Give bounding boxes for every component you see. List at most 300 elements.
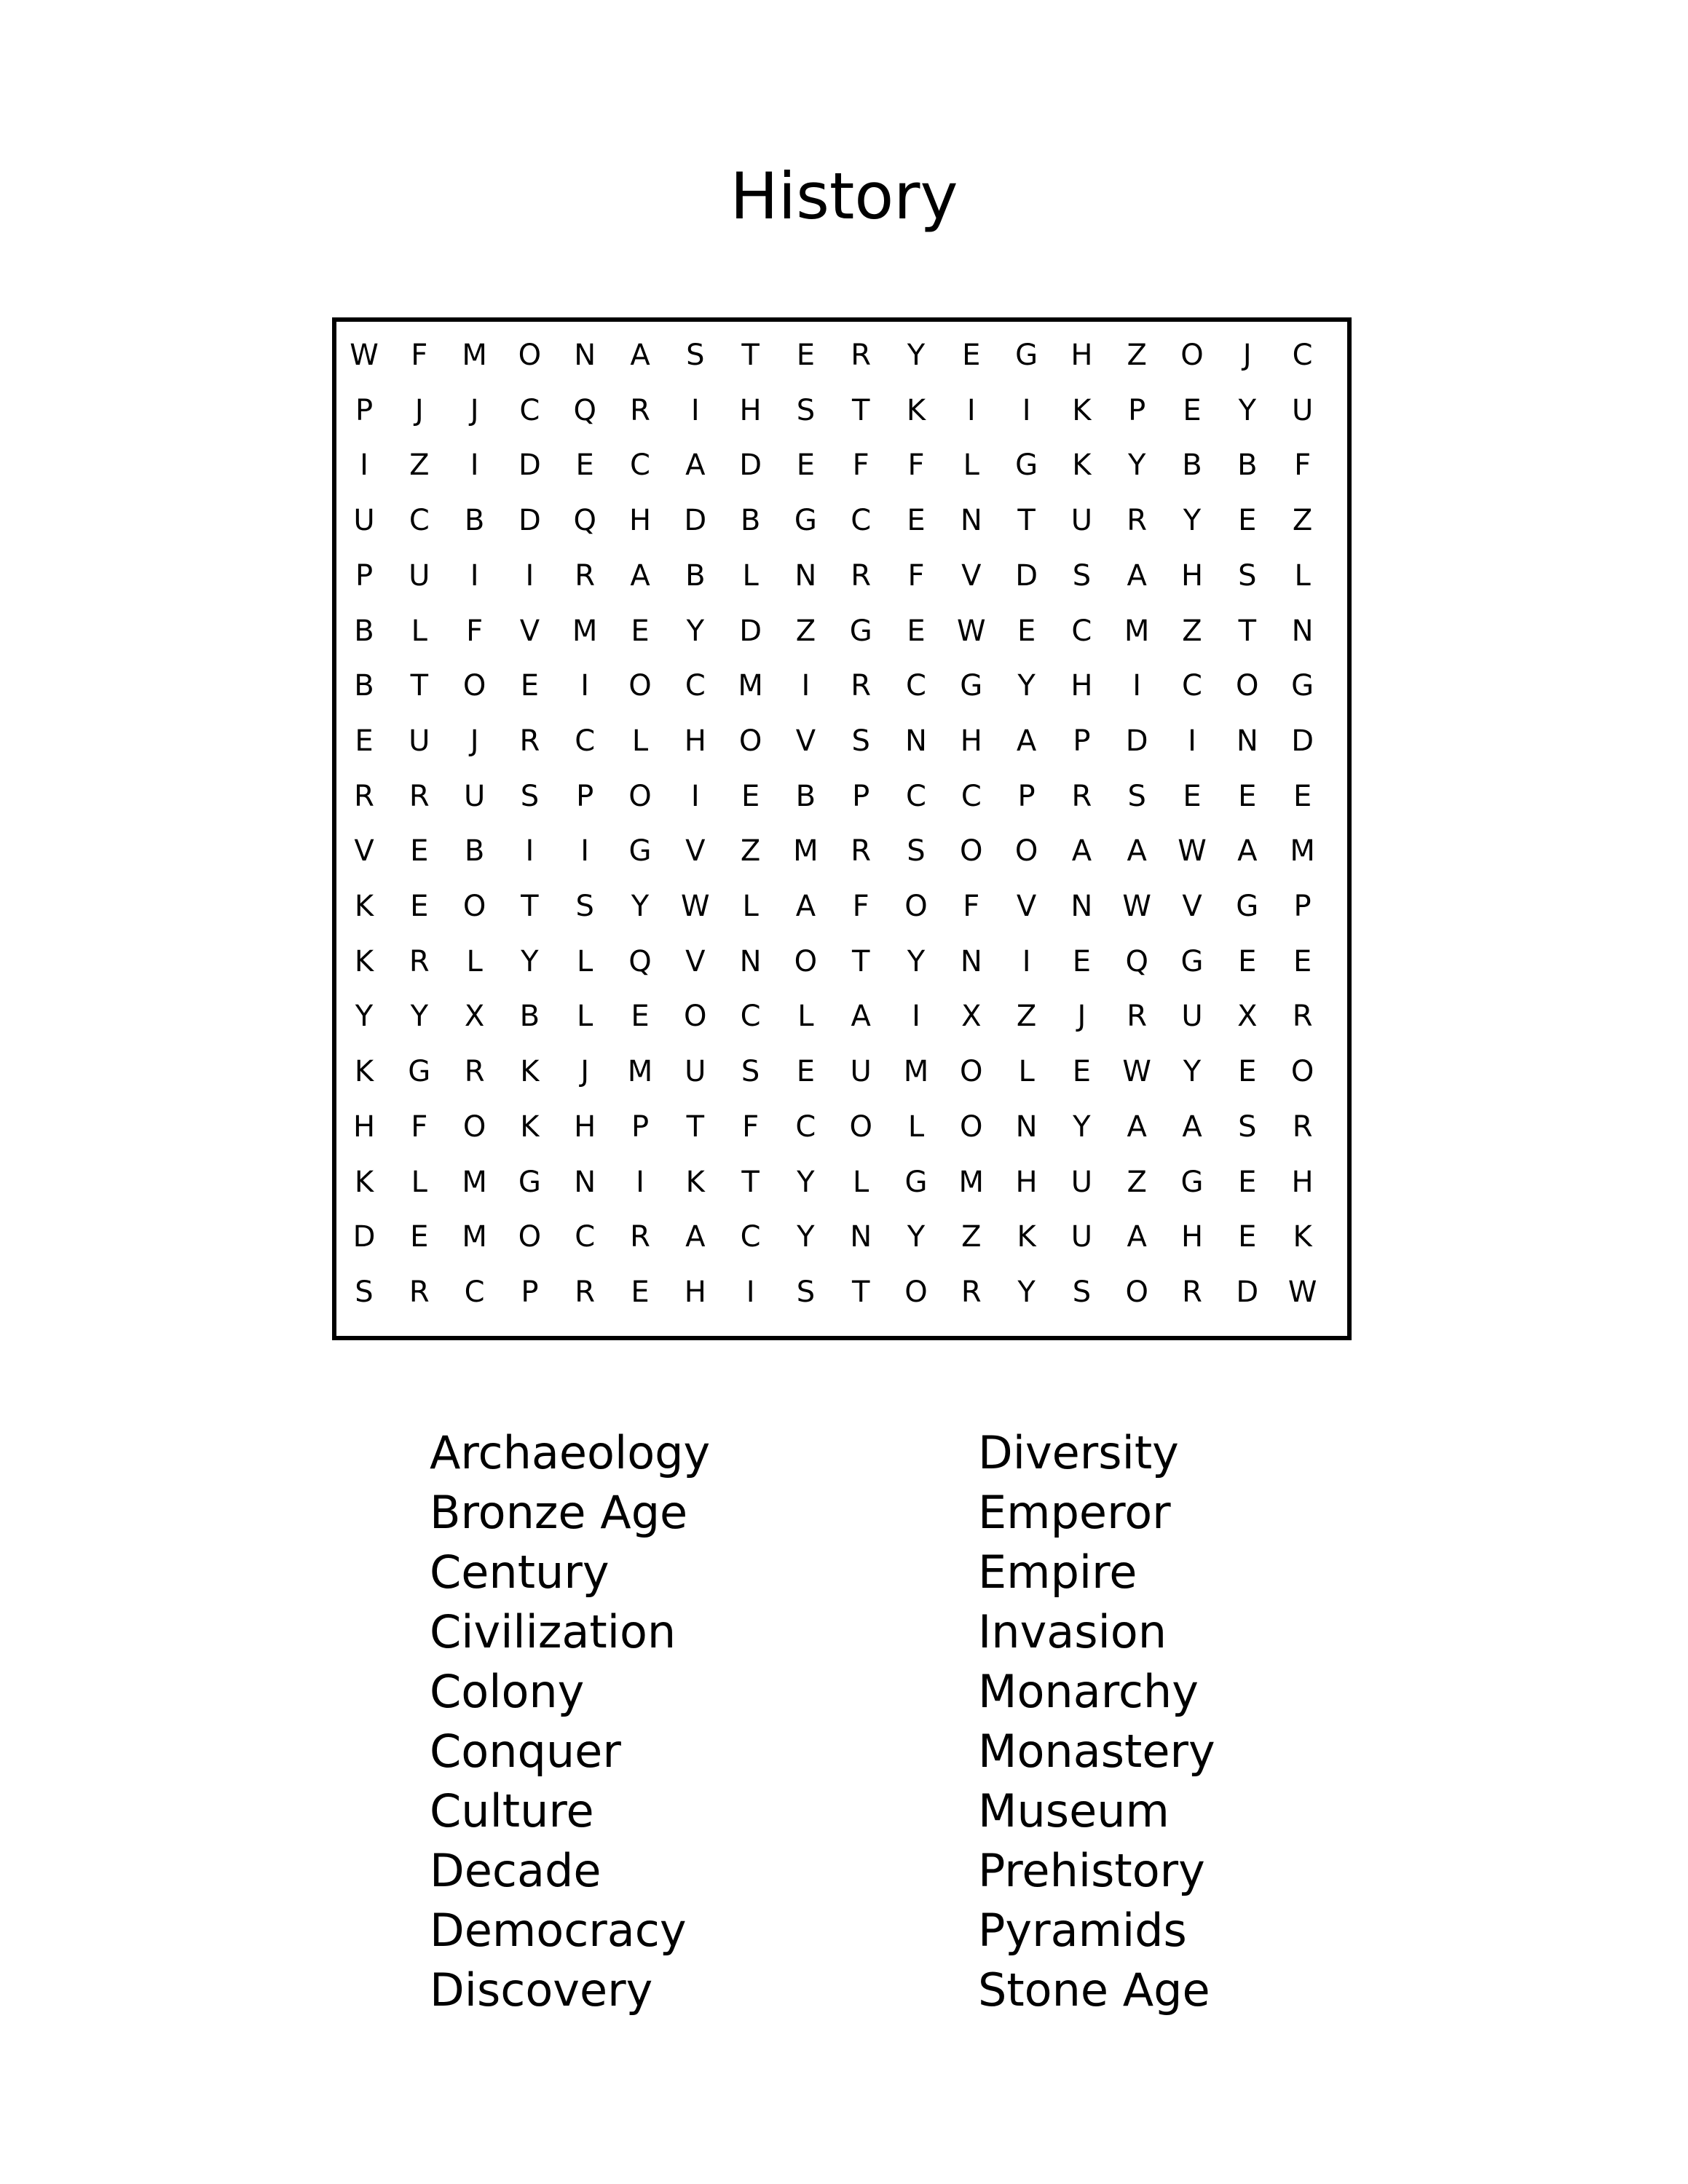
grid-letter: E <box>410 890 429 923</box>
grid-letter: J <box>1077 1000 1086 1034</box>
grid-letter: V <box>1016 890 1037 923</box>
grid-letter: L <box>1018 1055 1035 1089</box>
grid-letter: N <box>1015 1109 1038 1144</box>
grid-letter: Y <box>1017 669 1036 703</box>
grid-letter: D <box>739 614 762 648</box>
grid-letter: O <box>462 1109 486 1144</box>
grid-letter: R <box>851 558 872 593</box>
grid-letter: C <box>795 1109 816 1144</box>
grid-letter: B <box>519 1000 540 1034</box>
word-list-item: Pyramids <box>978 1904 1187 1957</box>
grid-letter: G <box>849 614 872 648</box>
grid-letter: E <box>520 669 540 703</box>
word-list-item: Empire <box>978 1546 1137 1599</box>
grid-letter: D <box>684 504 707 538</box>
grid-letter: A <box>1182 1109 1202 1144</box>
grid-letter: C <box>1182 669 1202 703</box>
grid-letter: U <box>685 1055 706 1089</box>
grid-letter: T <box>851 1275 870 1309</box>
grid-letter: Y <box>1183 1055 1202 1089</box>
grid-letter: Y <box>521 944 539 978</box>
grid-letter: V <box>685 834 706 869</box>
grid-letter: Y <box>1183 504 1202 538</box>
grid-letter: A <box>1127 1220 1147 1254</box>
grid-letter: J <box>414 393 424 427</box>
grid-letter: U <box>353 504 375 538</box>
grid-letter: C <box>630 448 650 483</box>
grid-letter: O <box>1180 339 1204 372</box>
grid-letter: W <box>1287 1275 1317 1309</box>
grid-letter: Z <box>740 834 761 869</box>
grid-letter: K <box>520 1055 540 1089</box>
grid-letter: D <box>739 448 762 483</box>
grid-letter: V <box>519 614 540 648</box>
grid-letter: U <box>1291 393 1314 427</box>
grid-letter: X <box>464 1000 485 1034</box>
grid-letter: N <box>960 504 982 538</box>
grid-letter: B <box>354 669 374 703</box>
grid-letter: G <box>408 1055 431 1089</box>
word-list-right <box>978 1423 1531 2020</box>
grid-letter: C <box>519 393 540 427</box>
grid-letter: H <box>684 1275 706 1309</box>
grid-letter: F <box>963 890 980 923</box>
grid-letter: O <box>904 890 928 923</box>
grid-letter: Y <box>410 1000 429 1034</box>
grid-letter: S <box>1072 558 1092 593</box>
grid-letter: O <box>960 834 983 869</box>
grid-letter: O <box>1236 669 1259 703</box>
grid-letter: M <box>958 1165 985 1199</box>
grid-letter: R <box>464 1055 485 1089</box>
grid-letter: Y <box>797 1220 815 1254</box>
word-list-left <box>430 1423 983 2020</box>
grid-letter: U <box>1070 504 1093 538</box>
word-list-item: Invasion <box>978 1605 1167 1658</box>
grid-letter: B <box>464 504 485 538</box>
grid-letter: H <box>352 1109 376 1144</box>
grid-letter: B <box>354 614 374 648</box>
word-list-item: Monastery <box>978 1725 1215 1778</box>
grid-letter: R <box>575 1275 596 1309</box>
grid-letter: D <box>1291 724 1314 758</box>
grid-letter: S <box>355 1275 374 1309</box>
grid-letter: C <box>409 504 430 538</box>
grid-letter: K <box>1072 448 1092 483</box>
grid-letter: W <box>681 890 710 923</box>
grid-letter: S <box>796 1275 816 1309</box>
grid-letter: D <box>1015 558 1038 593</box>
grid-letter: S <box>520 779 540 813</box>
grid-letter: D <box>1125 724 1148 758</box>
grid-letter: C <box>1292 339 1313 372</box>
grid-letter: N <box>905 724 927 758</box>
grid-letter: E <box>1183 779 1202 813</box>
grid-letter: A <box>630 558 650 593</box>
grid-letter: I <box>580 834 590 869</box>
grid-letter: C <box>464 1275 485 1309</box>
word-list-item: Decade <box>430 1844 602 1897</box>
grid-letter: X <box>1237 1000 1258 1034</box>
grid-letter: S <box>1072 1275 1092 1309</box>
grid-letter: M <box>903 1055 929 1089</box>
grid-letter: Q <box>628 944 652 978</box>
word-list-item: Monarchy <box>978 1665 1199 1718</box>
grid-row <box>336 499 1347 542</box>
grid-letter: J <box>470 724 479 758</box>
grid-letter: Z <box>1182 614 1202 648</box>
grid-letter: S <box>686 339 705 372</box>
grid-letter: F <box>907 448 925 483</box>
grid-row <box>336 609 1347 653</box>
grid-letter: N <box>960 944 982 978</box>
grid-letter: M <box>1124 614 1150 648</box>
grid-letter: H <box>1070 669 1093 703</box>
grid-letter: S <box>1238 1109 1257 1144</box>
grid-letter: R <box>630 393 650 427</box>
grid-letter: P <box>1128 393 1146 427</box>
grid-letter: Z <box>1292 504 1313 538</box>
word-list-item: Discovery <box>430 1963 653 2017</box>
grid-letter: C <box>740 1000 761 1034</box>
grid-letter: A <box>630 339 650 372</box>
grid-letter: E <box>631 1000 650 1034</box>
grid-letter: C <box>961 779 982 813</box>
grid-letter: T <box>521 890 539 923</box>
grid-letter: E <box>1293 944 1312 978</box>
grid-letter: A <box>795 890 816 923</box>
grid-letter: D <box>352 1220 376 1254</box>
grid-letter: R <box>409 779 430 813</box>
grid-row <box>336 994 1347 1038</box>
grid-letter: O <box>684 1000 707 1034</box>
grid-letter: E <box>1017 614 1036 648</box>
grid-letter: E <box>907 614 926 648</box>
word-search-grid <box>332 317 1352 1340</box>
grid-letter: I <box>525 834 535 869</box>
grid-letter: L <box>853 1165 869 1199</box>
grid-letter: F <box>466 614 484 648</box>
grid-letter: I <box>470 448 479 483</box>
word-list-item: Stone Age <box>978 1963 1210 2017</box>
grid-letter: K <box>354 1165 374 1199</box>
grid-row <box>336 775 1347 818</box>
grid-letter: N <box>1236 724 1258 758</box>
grid-letter: K <box>354 1055 374 1089</box>
grid-letter: Q <box>573 504 596 538</box>
grid-letter: O <box>1014 834 1038 869</box>
grid-letter: L <box>742 890 759 923</box>
grid-letter: J <box>580 1055 590 1089</box>
grid-letter: K <box>1293 1220 1312 1254</box>
grid-letter: I <box>746 1275 755 1309</box>
grid-letter: X <box>961 1000 982 1034</box>
grid-letter: G <box>1180 1165 1204 1199</box>
word-list-item: Conquer <box>430 1725 621 1778</box>
grid-letter: K <box>520 1109 540 1144</box>
grid-letter: N <box>574 339 596 372</box>
grid-letter: E <box>631 614 650 648</box>
word-list-item: Museum <box>978 1784 1170 1837</box>
grid-letter: Q <box>1125 944 1148 978</box>
grid-row <box>336 1105 1347 1149</box>
grid-row <box>336 664 1347 708</box>
grid-letter: I <box>912 1000 920 1034</box>
grid-letter: E <box>1072 1055 1092 1089</box>
grid-letter: R <box>1127 1000 1148 1034</box>
page-title: History <box>730 159 958 234</box>
grid-letter: G <box>1015 448 1038 483</box>
grid-row <box>336 1050 1347 1093</box>
grid-letter: W <box>1178 834 1207 869</box>
grid-letter: Z <box>795 614 816 648</box>
grid-letter: E <box>1238 1055 1257 1089</box>
word-list-item: Bronze Age <box>430 1486 688 1539</box>
grid-letter: V <box>685 944 706 978</box>
grid-letter: E <box>1183 393 1202 427</box>
grid-letter: H <box>1015 1165 1038 1199</box>
grid-letter: O <box>1125 1275 1148 1309</box>
grid-letter: L <box>411 1165 427 1199</box>
grid-row <box>336 719 1347 763</box>
grid-letter: R <box>851 669 872 703</box>
grid-letter: J <box>470 393 479 427</box>
grid-letter: H <box>684 724 706 758</box>
grid-letter: N <box>1070 890 1093 923</box>
grid-letter: A <box>685 1220 706 1254</box>
grid-letter: I <box>525 558 535 593</box>
grid-letter: A <box>1127 1109 1147 1144</box>
word-list-item: Prehistory <box>978 1844 1205 1897</box>
grid-letter: E <box>907 504 926 538</box>
grid-letter: P <box>1017 779 1036 813</box>
grid-letter: R <box>630 1220 650 1254</box>
grid-letter: R <box>961 1275 982 1309</box>
word-list-item: Emperor <box>978 1486 1171 1539</box>
grid-letter: E <box>796 448 816 483</box>
grid-letter: F <box>742 1109 760 1144</box>
grid-letter: C <box>575 724 596 758</box>
word-list-item: Century <box>430 1546 610 1599</box>
grid-letter: Y <box>1127 448 1146 483</box>
grid-letter: K <box>354 944 374 978</box>
grid-row <box>336 389 1347 432</box>
grid-letter: F <box>852 448 869 483</box>
grid-letter: K <box>1072 393 1092 427</box>
grid-letter: A <box>685 448 706 483</box>
grid-letter: G <box>904 1165 928 1199</box>
grid-letter: H <box>739 393 762 427</box>
grid-letter: M <box>572 614 598 648</box>
grid-letter: I <box>580 669 590 703</box>
grid-letter: H <box>1180 1220 1204 1254</box>
grid-letter: F <box>907 558 925 593</box>
grid-letter: H <box>1291 1165 1314 1199</box>
grid-letter: J <box>1242 339 1252 372</box>
grid-letter: U <box>1070 1165 1093 1199</box>
grid-letter: C <box>685 669 706 703</box>
grid-letter: A <box>1127 558 1147 593</box>
grid-letter: E <box>631 1275 650 1309</box>
grid-letter: H <box>1180 558 1204 593</box>
grid-letter: O <box>518 339 542 372</box>
grid-letter: Z <box>1127 339 1147 372</box>
grid-letter: M <box>627 1055 653 1089</box>
grid-letter: E <box>796 339 816 372</box>
grid-letter: S <box>575 890 594 923</box>
grid-letter: H <box>574 1109 596 1144</box>
word-list-item: Diversity <box>978 1426 1179 1479</box>
grid-letter: W <box>957 614 986 648</box>
grid-letter: E <box>410 834 429 869</box>
grid-letter: L <box>631 724 649 758</box>
grid-letter: Y <box>686 614 705 648</box>
grid-letter: F <box>411 339 428 372</box>
grid-letter: R <box>354 779 374 813</box>
grid-letter: T <box>741 1165 760 1199</box>
grid-row <box>336 1215 1347 1259</box>
grid-letter: P <box>576 779 594 813</box>
grid-letter: P <box>355 558 374 593</box>
grid-row <box>336 1270 1347 1314</box>
grid-letter: G <box>518 1165 541 1199</box>
grid-letter: M <box>462 1220 487 1254</box>
grid-letter: S <box>851 724 870 758</box>
grid-letter: T <box>851 944 870 978</box>
grid-letter: E <box>1293 779 1312 813</box>
grid-letter: L <box>577 944 593 978</box>
grid-row <box>336 829 1347 873</box>
grid-letter: R <box>1292 1000 1313 1034</box>
grid-letter: T <box>1238 614 1257 648</box>
grid-letter: U <box>409 724 430 758</box>
grid-letter: H <box>628 504 652 538</box>
grid-letter: U <box>850 1055 872 1089</box>
grid-letter: C <box>1071 614 1092 648</box>
grid-letter: U <box>1181 1000 1203 1034</box>
grid-letter: P <box>631 1109 650 1144</box>
grid-letter: L <box>963 448 979 483</box>
grid-letter: E <box>1072 944 1092 978</box>
grid-letter: S <box>796 393 816 427</box>
grid-letter: E <box>410 1220 429 1254</box>
grid-letter: E <box>1238 944 1257 978</box>
grid-letter: I <box>360 448 368 483</box>
grid-letter: E <box>962 339 981 372</box>
grid-letter: V <box>354 834 374 869</box>
grid-letter: C <box>906 669 926 703</box>
grid-letter: O <box>628 669 652 703</box>
grid-letter: A <box>851 1000 871 1034</box>
grid-letter: G <box>1015 339 1038 372</box>
grid-letter: C <box>575 1220 596 1254</box>
grid-letter: N <box>794 558 817 593</box>
grid-letter: R <box>575 558 596 593</box>
grid-letter: B <box>464 834 485 869</box>
grid-letter: Y <box>907 944 926 978</box>
grid-letter: M <box>462 1165 487 1199</box>
grid-letter: N <box>739 944 762 978</box>
grid-letter: A <box>1016 724 1037 758</box>
grid-letter: L <box>466 944 483 978</box>
grid-letter: F <box>852 890 869 923</box>
grid-letter: G <box>1291 669 1314 703</box>
word-list-item: Civilization <box>430 1605 677 1658</box>
grid-letter: G <box>794 504 817 538</box>
grid-letter: R <box>1292 1109 1313 1144</box>
grid-letter: L <box>907 1109 925 1144</box>
grid-row <box>336 554 1347 598</box>
grid-letter: O <box>904 1275 928 1309</box>
grid-letter: A <box>1237 834 1258 869</box>
grid-letter: P <box>355 393 374 427</box>
grid-letter: T <box>686 1109 705 1144</box>
grid-letter: A <box>1071 834 1092 869</box>
grid-row <box>336 443 1347 487</box>
grid-letter: S <box>1127 779 1146 813</box>
grid-letter: I <box>470 558 479 593</box>
grid-letter: B <box>685 558 706 593</box>
grid-letter: R <box>851 834 872 869</box>
grid-letter: B <box>1237 448 1258 483</box>
grid-letter: B <box>1182 448 1202 483</box>
grid-letter: Y <box>797 1165 815 1199</box>
grid-row <box>336 333 1347 377</box>
grid-letter: C <box>851 504 872 538</box>
grid-letter: L <box>742 558 759 593</box>
grid-letter: D <box>518 448 541 483</box>
grid-letter: O <box>738 724 762 758</box>
grid-letter: F <box>1294 448 1312 483</box>
grid-letter: E <box>1238 779 1257 813</box>
grid-letter: E <box>575 448 594 483</box>
grid-letter: T <box>410 669 429 703</box>
grid-letter: U <box>463 779 486 813</box>
grid-letter: O <box>518 1220 542 1254</box>
grid-letter: O <box>960 1055 983 1089</box>
grid-letter: E <box>355 724 374 758</box>
grid-letter: V <box>795 724 816 758</box>
grid-letter: U <box>1070 1220 1093 1254</box>
grid-letter: R <box>519 724 540 758</box>
grid-letter: L <box>577 1000 593 1034</box>
grid-letter: I <box>1188 724 1196 758</box>
grid-letter: R <box>1127 504 1148 538</box>
grid-letter: L <box>1294 558 1311 593</box>
grid-letter: K <box>1017 1220 1036 1254</box>
grid-letter: O <box>960 1109 983 1144</box>
word-list-item: Archaeology <box>430 1426 711 1479</box>
grid-letter: P <box>521 1275 539 1309</box>
grid-letter: Z <box>961 1220 982 1254</box>
grid-letter: M <box>462 339 487 372</box>
grid-letter: L <box>797 1000 814 1034</box>
grid-letter: O <box>849 1109 872 1144</box>
grid-letter: I <box>1022 393 1031 427</box>
grid-letter: M <box>738 669 763 703</box>
grid-row <box>336 885 1347 928</box>
grid-letter: I <box>966 393 976 427</box>
grid-letter: H <box>960 724 982 758</box>
grid-letter: R <box>409 1275 430 1309</box>
grid-letter: I <box>690 393 700 427</box>
grid-letter: E <box>1238 504 1257 538</box>
grid-letter: I <box>1022 944 1031 978</box>
grid-letter: U <box>409 558 430 593</box>
grid-letter: O <box>794 944 818 978</box>
grid-letter: Z <box>1127 1165 1147 1199</box>
grid-letter: I <box>801 669 811 703</box>
